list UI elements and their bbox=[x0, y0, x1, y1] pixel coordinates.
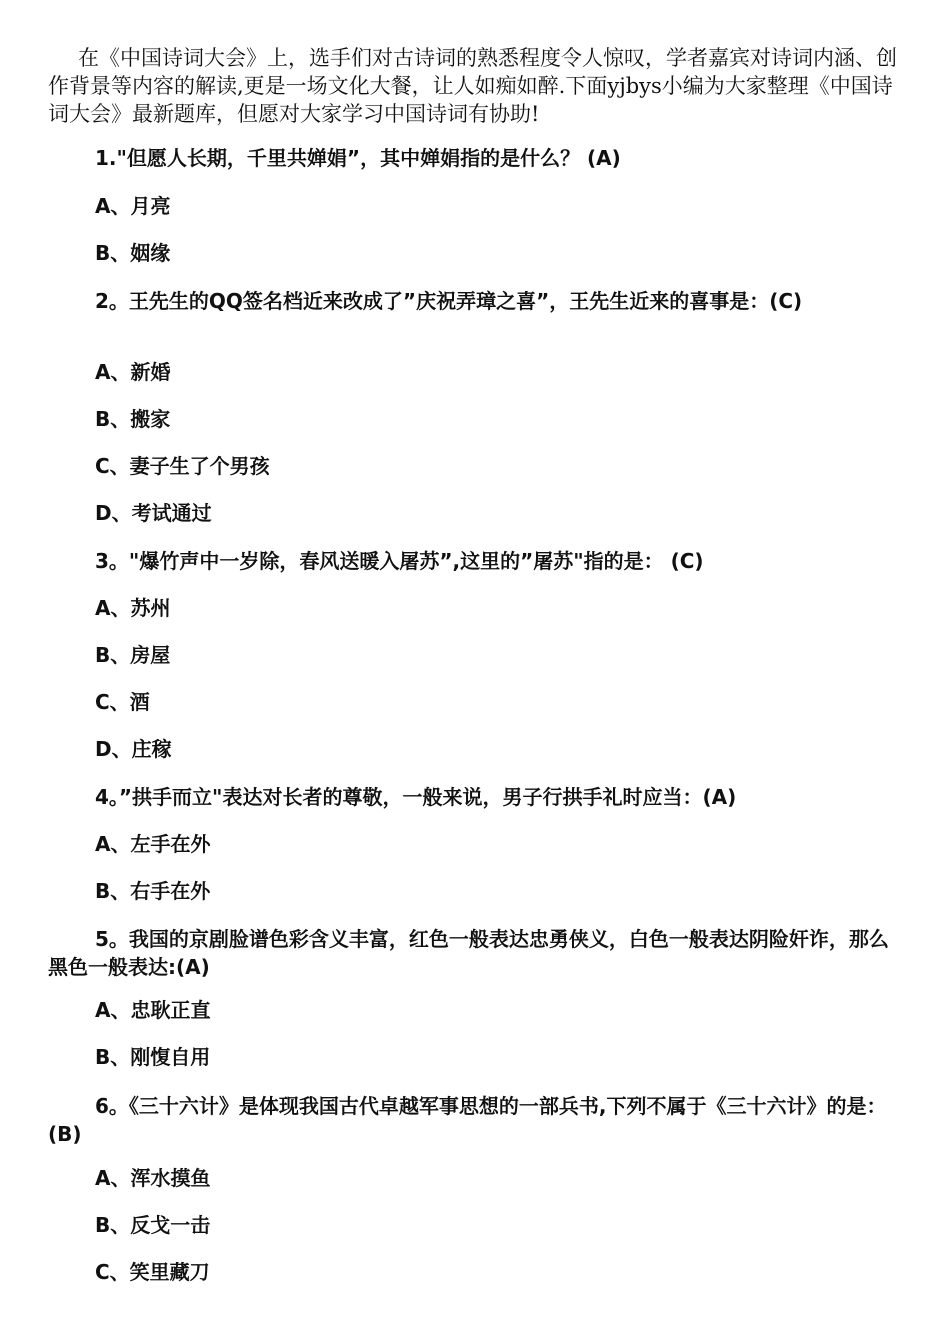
option-4b: B、右手在外 bbox=[95, 879, 211, 903]
option-5a: A、忠耿正直 bbox=[95, 998, 211, 1022]
question-3: 3。"爆竹声中一岁除，春风送暖入屠苏”,这里的”屠苏"指的是： (C) bbox=[95, 549, 704, 573]
option-2d: D、考试通过 bbox=[95, 501, 212, 525]
option-2b: B、搬家 bbox=[95, 407, 171, 431]
option-6b: B、反戈一击 bbox=[95, 1213, 211, 1237]
option-3a: A、苏州 bbox=[95, 596, 171, 620]
option-5b: B、刚愎自用 bbox=[95, 1045, 211, 1069]
question-5: 5。我国的京剧脸谱色彩含义丰富，红色一般表达忠勇侠义，白色一般表达阴险奸诈，那么黑色一般表达:(A) bbox=[48, 927, 889, 979]
question-6: 6。《三十六计》是体现我国古代卓越军事思想的一部兵书,下列不属于《三十六计》的是：(B) bbox=[48, 1094, 887, 1146]
question-2: 2。王先生的QQ签名档近来改成了”庆祝弄璋之喜”，王先生近来的喜事是：(C) bbox=[95, 289, 803, 313]
option-3c: C、酒 bbox=[95, 690, 150, 714]
option-1a: A、月亮 bbox=[95, 194, 171, 218]
option-2c: C、妻子生了个男孩 bbox=[95, 454, 270, 478]
question-4: 4。”拱手而立"表达对长者的尊敬，一般来说，男子行拱手礼时应当：(A) bbox=[95, 785, 737, 809]
option-6a: A、浑水摸鱼 bbox=[95, 1166, 211, 1190]
option-3d: D、庄稼 bbox=[95, 737, 172, 761]
option-3b: B、房屋 bbox=[95, 643, 171, 667]
intro-paragraph: 在《中国诗词大会》上，选手们对古诗词的熟悉程度令人惊叹，学者嘉宾对诗词内涵、创作背景等内容的解读,更是一场文化大餐，让人如痴如醉.下面yjbys小编为大家整理《中国诗词大会》最新题库，但愿对大家学习中国诗词有协助! bbox=[48, 46, 897, 126]
option-2a: A、新婚 bbox=[95, 360, 171, 384]
option-6c: C、笑里藏刀 bbox=[95, 1260, 210, 1284]
question-1: 1."但愿人长期，千里共婵娟”，其中婵娟指的是什么？ (A) bbox=[95, 146, 621, 170]
option-4a: A、左手在外 bbox=[95, 832, 211, 856]
option-1b: B、姻缘 bbox=[95, 241, 171, 265]
